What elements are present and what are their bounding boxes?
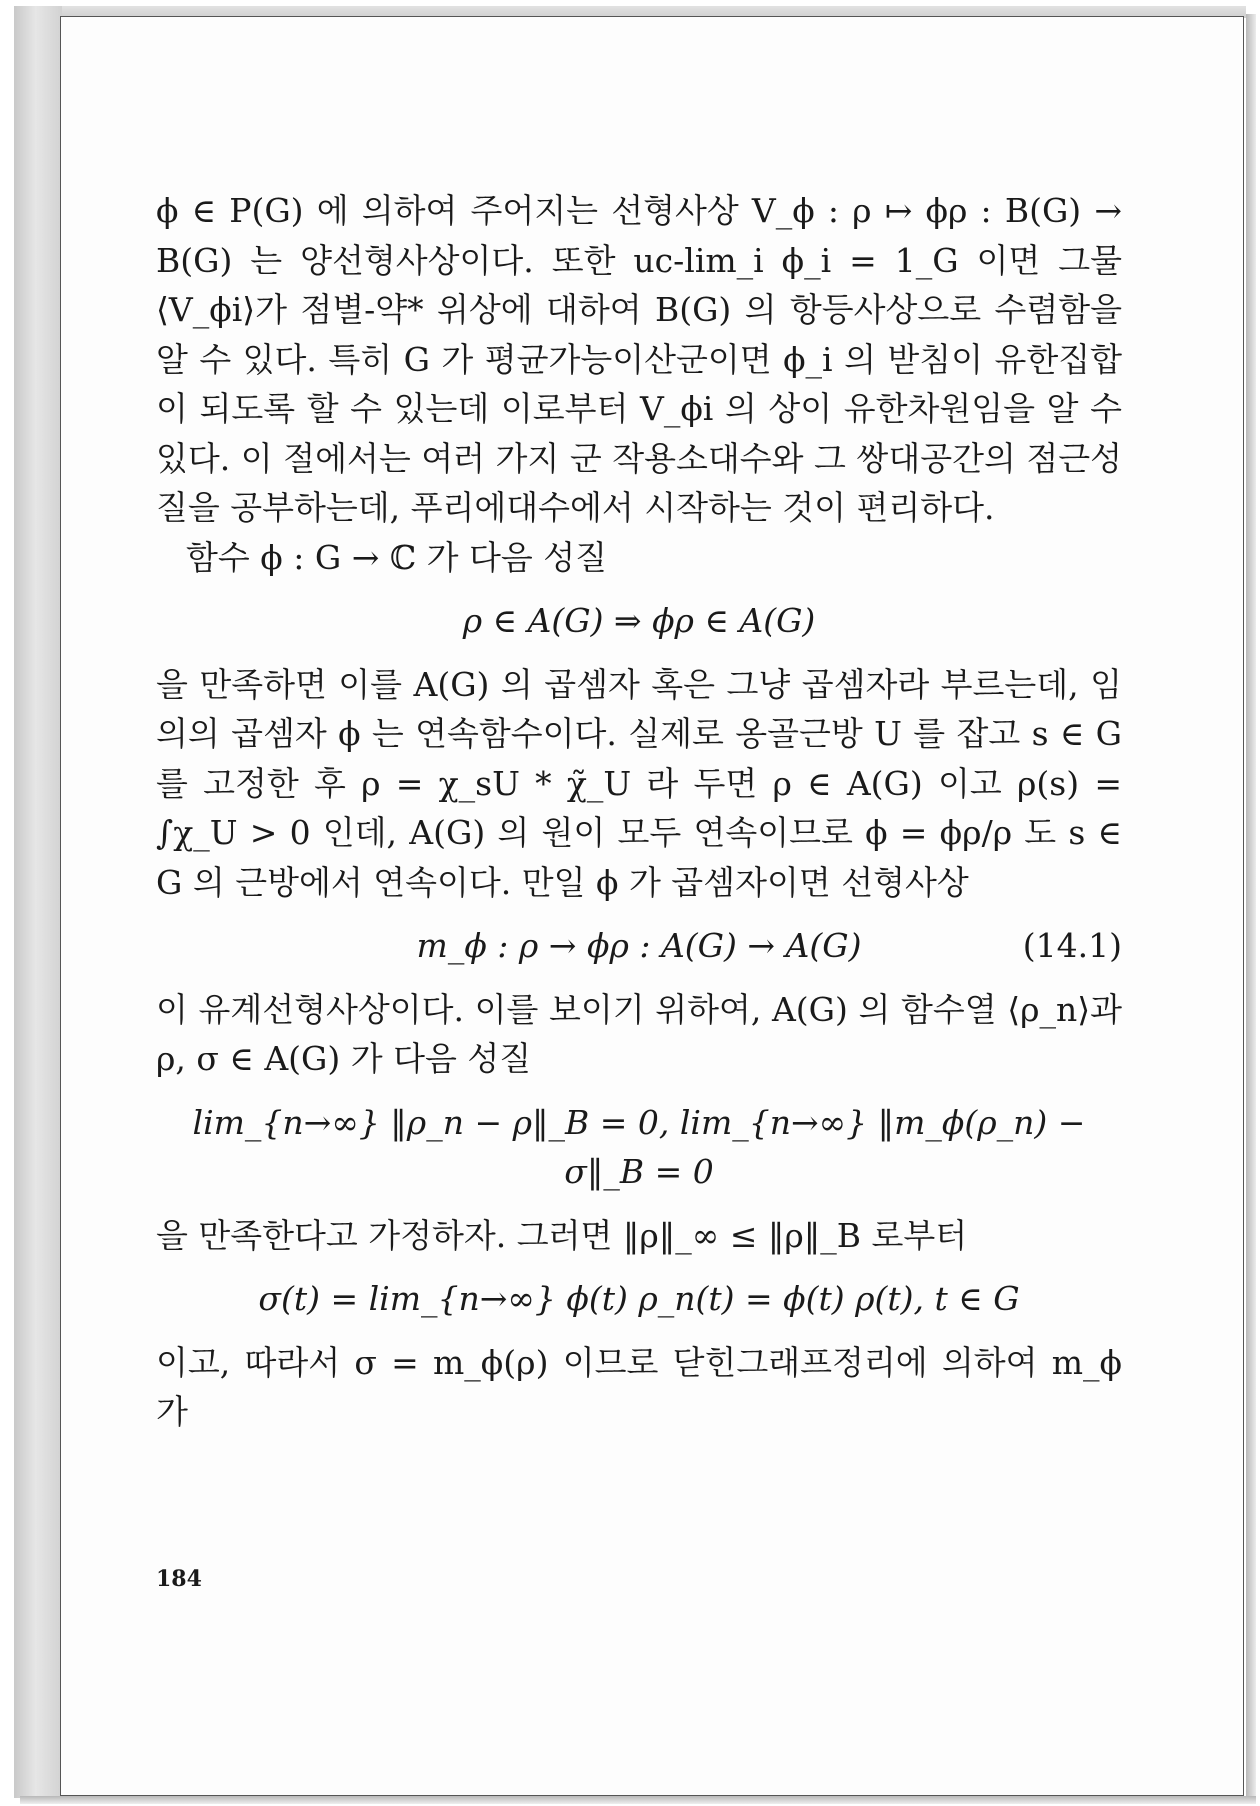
page-body [156, 186, 1122, 1437]
paragraph-4: 이 유계선형사상이다. 이를 보이기 위하여, A(G) 의 함수열 ⟨ρ_n⟩과 ρ, σ ∈ A(G) 가 다음 성질 [156, 989, 1122, 1078]
paragraph-5: 을 만족한다고 가정하자. 그러면 ‖ρ‖_∞ ≤ ‖ρ‖_B 로부터 [156, 1215, 968, 1255]
equation-2-number: (14.1) [1022, 926, 1122, 965]
page-shadow-right [1246, 14, 1256, 1802]
equation-1: ρ ∈ A(G) ⇒ ϕρ ∈ A(G) [462, 601, 816, 640]
book-spine [14, 6, 62, 1798]
equation-3: lim_{n→∞} ‖ρ_n − ρ‖_B = 0, lim_{n→∞} ‖m_ϕ(ρ_n) − σ‖_B = 0 [192, 1102, 1086, 1191]
equation-4: σ(t) = lim_{n→∞} ϕ(t) ρ_n(t) = ϕ(t) ρ(t), t ∈ G [258, 1279, 1020, 1318]
page-shadow-bottom [20, 1796, 1256, 1804]
paragraph-6: 이고, 따라서 σ = m_ϕ(ρ) 이므로 닫힌그래프정리에 의하여 m_ϕ 가 [156, 1342, 1122, 1431]
equation-2-body: m_ϕ : ρ → ϕρ : A(G) → A(G) [416, 926, 862, 965]
equation-2 [156, 921, 1122, 971]
paragraph-2: 함수 ϕ : G → ℂ 가 다음 성질 [186, 537, 607, 577]
page-number: 184 [156, 1566, 202, 1592]
paragraph-1: ϕ ∈ P(G) 에 의하여 주어지는 선형사상 V_ϕ : ρ ↦ ϕρ : B(G) → B(G) 는 양선형사상이다. 또한 uc-lim_i ϕ_i = 1_G 이면 그물 ⟨V_ϕi⟩가 점별-약* 위상에 대하여 B(G) 의 항등사상으로 수렴함을 알 수 있다. 특히 G 가 평균가능이산군이면 ϕ_i 의 받침이 유한집합이 되도록 할 수 있는데 이로부터 V_ϕi 의 상이 유한차원임을 알 수 있다. 이 절에서는 여러 가지 군 작용소대수와 그 쌍대공간의 점근성질을 공부하는데, 푸리에대수에서 시작하는 것이 편리하다. [156, 191, 1122, 527]
paragraph-3: 을 만족하면 이를 A(G) 의 곱셈자 혹은 그냥 곱셈자라 부르는데, 임의의 곱셈자 ϕ 는 연속함수이다. 실제로 옹골근방 U 를 잡고 s ∈ G 를 고정한 후 ρ = χ_sU * χ̃_U 라 두면 ρ ∈ A(G) 이고 ρ(s) = ∫χ_U > 0 인데, A(G) 의 원이 모두 연속이므로 ϕ = ϕρ/ρ 도 s ∈ G 의 근방에서 연속이다. 만일 ϕ 가 곱셈자이면 선형사상 [156, 664, 1122, 902]
